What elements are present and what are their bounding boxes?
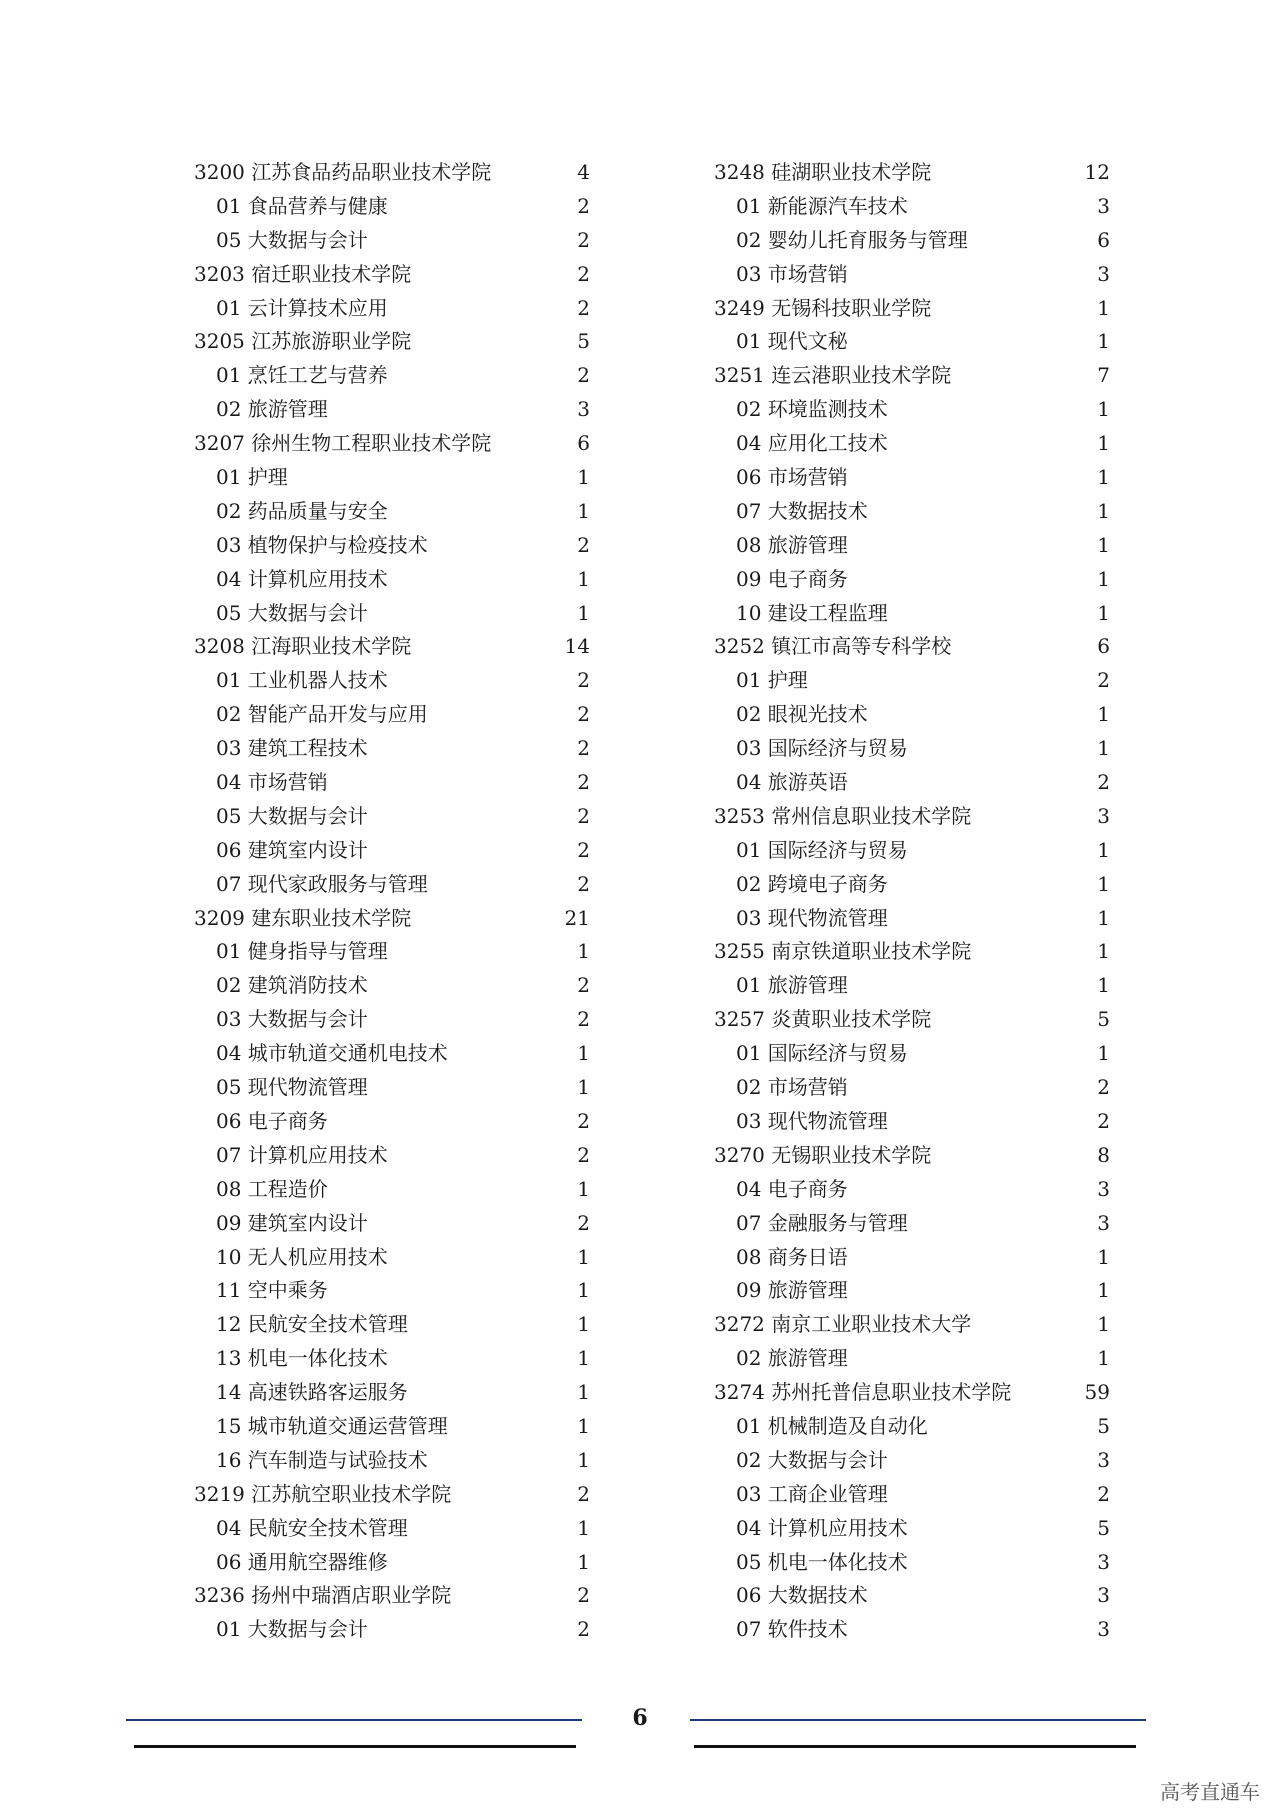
footer-rule-blue-right xyxy=(690,1719,1146,1721)
major-name: 04 电子商务 xyxy=(736,1176,848,1201)
enrollment-count: 2 xyxy=(577,1007,590,1032)
major-name: 07 现代家政服务与管理 xyxy=(216,871,428,896)
major-row xyxy=(194,359,590,393)
school-row xyxy=(194,1478,590,1512)
major-name: 03 市场营销 xyxy=(736,261,848,286)
major-row xyxy=(714,664,1110,698)
enrollment-count: 1 xyxy=(1097,905,1110,930)
enrollment-count: 1 xyxy=(577,1380,590,1405)
major-row xyxy=(714,1410,1110,1444)
enrollment-count: 2 xyxy=(577,363,590,388)
major-name: 02 建筑消防技术 xyxy=(216,973,368,998)
enrollment-count: 1 xyxy=(577,1346,590,1371)
major-name: 04 计算机应用技术 xyxy=(216,566,388,591)
enrollment-count: 3 xyxy=(1097,1176,1110,1201)
enrollment-count: 1 xyxy=(577,1244,590,1269)
major-row xyxy=(194,190,590,224)
major-row xyxy=(714,1613,1110,1647)
school-row xyxy=(714,800,1110,834)
enrollment-count: 2 xyxy=(577,227,590,252)
major-row xyxy=(714,461,1110,495)
major-row xyxy=(714,190,1110,224)
major-name: 01 大数据与会计 xyxy=(216,1617,368,1642)
major-row xyxy=(194,1512,590,1546)
major-name: 02 婴幼儿托育服务与管理 xyxy=(736,227,968,252)
school-name: 3274 苏州托普信息职业技术学院 xyxy=(714,1380,1012,1405)
left-column xyxy=(194,156,590,1647)
enrollment-count: 2 xyxy=(577,1108,590,1133)
major-row xyxy=(194,461,590,495)
major-row xyxy=(714,766,1110,800)
school-row xyxy=(194,902,590,936)
enrollment-count: 6 xyxy=(577,431,590,456)
footer-rule-black-right xyxy=(694,1745,1136,1748)
enrollment-count: 5 xyxy=(1097,1007,1110,1032)
enrollment-count: 21 xyxy=(564,905,590,930)
major-row xyxy=(194,1105,590,1139)
enrollment-count: 2 xyxy=(577,770,590,795)
major-name: 04 市场营销 xyxy=(216,770,328,795)
enrollment-count: 2 xyxy=(577,193,590,218)
major-name: 02 旅游管理 xyxy=(736,1346,848,1371)
school-name: 3236 扬州中瑞酒店职业学院 xyxy=(194,1583,452,1608)
enrollment-count: 14 xyxy=(564,634,590,659)
enrollment-count: 1 xyxy=(1097,939,1110,964)
major-row xyxy=(194,868,590,902)
major-row xyxy=(714,597,1110,631)
major-row xyxy=(194,1376,590,1410)
major-name: 01 健身指导与管理 xyxy=(216,939,388,964)
school-name: 3257 炎黄职业技术学院 xyxy=(714,1007,932,1032)
major-name: 01 护理 xyxy=(216,465,288,490)
enrollment-count: 1 xyxy=(1097,498,1110,523)
enrollment-count: 1 xyxy=(1097,1312,1110,1337)
major-row xyxy=(194,495,590,529)
major-name: 13 机电一体化技术 xyxy=(216,1346,388,1371)
right-column xyxy=(714,156,1110,1647)
major-row xyxy=(194,1207,590,1241)
school-row xyxy=(714,1139,1110,1173)
major-name: 07 大数据技术 xyxy=(736,498,868,523)
school-row xyxy=(714,1376,1110,1410)
major-name: 01 工业机器人技术 xyxy=(216,668,388,693)
enrollment-count: 2 xyxy=(577,1583,590,1608)
major-row xyxy=(714,969,1110,1003)
major-name: 01 机械制造及自动化 xyxy=(736,1413,928,1438)
enrollment-count: 1 xyxy=(577,939,590,964)
school-name: 3209 建东职业技术学院 xyxy=(194,905,412,930)
enrollment-count: 2 xyxy=(577,702,590,727)
enrollment-count: 1 xyxy=(1097,1041,1110,1066)
major-row xyxy=(194,1241,590,1275)
enrollment-count: 3 xyxy=(1097,193,1110,218)
enrollment-count: 2 xyxy=(1097,1108,1110,1133)
enrollment-count: 2 xyxy=(577,1617,590,1642)
school-name: 3253 常州信息职业技术学院 xyxy=(714,803,972,828)
major-row xyxy=(714,495,1110,529)
enrollment-count: 1 xyxy=(577,1447,590,1472)
school-row xyxy=(714,156,1110,190)
major-row xyxy=(714,427,1110,461)
major-name: 07 金融服务与管理 xyxy=(736,1210,908,1235)
school-row xyxy=(194,630,590,664)
enrollment-count: 1 xyxy=(1097,397,1110,422)
major-row xyxy=(194,1003,590,1037)
major-name: 09 建筑室内设计 xyxy=(216,1210,368,1235)
major-row xyxy=(194,969,590,1003)
enrollment-count: 2 xyxy=(577,261,590,286)
enrollment-count: 1 xyxy=(1097,465,1110,490)
school-row xyxy=(194,1579,590,1613)
major-row xyxy=(714,529,1110,563)
major-row xyxy=(714,732,1110,766)
enrollment-count: 2 xyxy=(577,837,590,862)
enrollment-count: 3 xyxy=(1097,1210,1110,1235)
major-row xyxy=(714,868,1110,902)
major-row xyxy=(194,224,590,258)
major-row xyxy=(194,1546,590,1580)
enrollment-count: 1 xyxy=(1097,431,1110,456)
major-name: 03 国际经济与贸易 xyxy=(736,736,908,761)
major-row xyxy=(714,393,1110,427)
major-name: 01 云计算技术应用 xyxy=(216,295,388,320)
major-row xyxy=(194,1173,590,1207)
major-row xyxy=(194,1410,590,1444)
enrollment-count: 1 xyxy=(577,1176,590,1201)
major-name: 04 旅游英语 xyxy=(736,770,848,795)
enrollment-count: 1 xyxy=(1097,532,1110,557)
school-row xyxy=(714,359,1110,393)
major-name: 05 现代物流管理 xyxy=(216,1075,368,1100)
enrollment-count: 2 xyxy=(1097,668,1110,693)
enrollment-count: 1 xyxy=(1097,1278,1110,1303)
school-name: 3208 江海职业技术学院 xyxy=(194,634,412,659)
major-row xyxy=(194,563,590,597)
major-name: 14 高速铁路客运服务 xyxy=(216,1380,408,1405)
major-row xyxy=(194,834,590,868)
enrollment-count: 2 xyxy=(577,295,590,320)
school-row xyxy=(714,935,1110,969)
major-name: 10 建设工程监理 xyxy=(736,600,888,625)
major-row xyxy=(714,834,1110,868)
major-row xyxy=(714,1546,1110,1580)
school-name: 3252 镇江市高等专科学校 xyxy=(714,634,952,659)
footer-rule-blue-left xyxy=(126,1719,582,1721)
school-name: 3205 江苏旅游职业学院 xyxy=(194,329,412,354)
major-name: 10 无人机应用技术 xyxy=(216,1244,388,1269)
major-name: 02 大数据与会计 xyxy=(736,1447,888,1472)
school-name: 3249 无锡科技职业学院 xyxy=(714,295,932,320)
major-name: 03 建筑工程技术 xyxy=(216,736,368,761)
enrollment-count: 5 xyxy=(1097,1413,1110,1438)
enrollment-count: 2 xyxy=(577,668,590,693)
enrollment-count: 2 xyxy=(577,973,590,998)
enrollment-count: 6 xyxy=(1097,634,1110,659)
school-name: 3219 江苏航空职业技术学院 xyxy=(194,1481,452,1506)
school-row xyxy=(194,427,590,461)
enrollment-count: 1 xyxy=(577,1041,590,1066)
major-row xyxy=(194,732,590,766)
major-row xyxy=(714,698,1110,732)
major-name: 03 现代物流管理 xyxy=(736,1108,888,1133)
major-row xyxy=(194,1342,590,1376)
enrollment-count: 2 xyxy=(577,871,590,896)
school-row xyxy=(194,325,590,359)
major-name: 04 城市轨道交通机电技术 xyxy=(216,1041,448,1066)
enrollment-count: 1 xyxy=(1097,1244,1110,1269)
enrollment-count: 3 xyxy=(1097,261,1110,286)
enrollment-count: 1 xyxy=(1097,837,1110,862)
enrollment-count: 2 xyxy=(577,736,590,761)
major-row xyxy=(714,1274,1110,1308)
enrollment-count: 1 xyxy=(1097,295,1110,320)
enrollment-count: 1 xyxy=(577,498,590,523)
major-name: 09 电子商务 xyxy=(736,566,848,591)
major-row xyxy=(714,325,1110,359)
major-name: 01 食品营养与健康 xyxy=(216,193,388,218)
enrollment-count: 5 xyxy=(577,329,590,354)
major-row xyxy=(714,1478,1110,1512)
major-name: 02 旅游管理 xyxy=(216,397,328,422)
major-name: 02 药品质量与安全 xyxy=(216,498,388,523)
major-name: 08 商务日语 xyxy=(736,1244,848,1269)
enrollment-count: 3 xyxy=(577,397,590,422)
enrollment-count: 2 xyxy=(1097,1481,1110,1506)
major-row xyxy=(194,1613,590,1647)
major-name: 01 烹饪工艺与营养 xyxy=(216,363,388,388)
school-name: 3270 无锡职业技术学院 xyxy=(714,1142,932,1167)
school-name: 3203 宿迁职业技术学院 xyxy=(194,261,412,286)
enrollment-count: 1 xyxy=(577,1278,590,1303)
major-name: 05 大数据与会计 xyxy=(216,227,368,252)
school-name: 3272 南京工业职业技术大学 xyxy=(714,1312,972,1337)
enrollment-count: 3 xyxy=(1097,803,1110,828)
major-name: 09 旅游管理 xyxy=(736,1278,848,1303)
enrollment-count: 1 xyxy=(577,1549,590,1574)
enrollment-count: 6 xyxy=(1097,227,1110,252)
major-row xyxy=(714,1512,1110,1546)
enrollment-count: 1 xyxy=(577,465,590,490)
enrollment-count: 1 xyxy=(577,600,590,625)
major-row xyxy=(194,529,590,563)
major-row xyxy=(714,224,1110,258)
major-name: 06 大数据技术 xyxy=(736,1583,868,1608)
enrollment-count: 2 xyxy=(577,803,590,828)
major-name: 03 大数据与会计 xyxy=(216,1007,368,1032)
enrollment-count: 8 xyxy=(1097,1142,1110,1167)
major-row xyxy=(714,1037,1110,1071)
enrollment-count: 1 xyxy=(577,1312,590,1337)
major-name: 06 通用航空器维修 xyxy=(216,1549,388,1574)
major-row xyxy=(194,1139,590,1173)
major-name: 04 民航安全技术管理 xyxy=(216,1515,408,1540)
school-name: 3200 江苏食品药品职业技术学院 xyxy=(194,160,492,184)
enrollment-count: 3 xyxy=(1097,1617,1110,1642)
major-name: 05 大数据与会计 xyxy=(216,803,368,828)
major-row xyxy=(194,800,590,834)
enrollment-count: 3 xyxy=(1097,1583,1110,1608)
major-row xyxy=(714,1241,1110,1275)
major-name: 01 国际经济与贸易 xyxy=(736,1041,908,1066)
major-name: 15 城市轨道交通运营管理 xyxy=(216,1413,448,1438)
school-name: 3207 徐州生物工程职业技术学院 xyxy=(194,431,492,456)
major-row xyxy=(714,1579,1110,1613)
enrollment-count: 1 xyxy=(577,1413,590,1438)
major-row xyxy=(194,935,590,969)
major-row xyxy=(194,1037,590,1071)
school-row xyxy=(194,258,590,292)
major-row xyxy=(194,766,590,800)
major-row xyxy=(194,1274,590,1308)
enrollment-count: 2 xyxy=(577,1210,590,1235)
enrollment-count: 1 xyxy=(1097,329,1110,354)
enrollment-count: 3 xyxy=(1097,1447,1110,1472)
major-name: 02 眼视光技术 xyxy=(736,702,868,727)
enrollment-count: 2 xyxy=(577,1142,590,1167)
enrollment-count: 3 xyxy=(1097,1549,1110,1574)
enrollment-count: 1 xyxy=(1097,600,1110,625)
enrollment-count: 1 xyxy=(1097,973,1110,998)
major-name: 02 智能产品开发与应用 xyxy=(216,702,428,727)
major-name: 03 工商企业管理 xyxy=(736,1481,888,1506)
major-row xyxy=(194,1308,590,1342)
school-row xyxy=(714,1003,1110,1037)
major-name: 11 空中乘务 xyxy=(216,1278,328,1303)
enrollment-count: 1 xyxy=(1097,702,1110,727)
major-row xyxy=(194,597,590,631)
major-row xyxy=(194,698,590,732)
school-row xyxy=(714,292,1110,326)
enrollment-count: 1 xyxy=(1097,566,1110,591)
major-name: 01 旅游管理 xyxy=(736,973,848,998)
major-name: 03 现代物流管理 xyxy=(736,905,888,930)
watermark-text: 高考直通车 xyxy=(1160,1780,1260,1804)
major-row xyxy=(714,563,1110,597)
major-name: 02 跨境电子商务 xyxy=(736,871,888,896)
major-name: 01 新能源汽车技术 xyxy=(736,193,908,218)
enrollment-count: 5 xyxy=(1097,1515,1110,1540)
enrollment-count: 1 xyxy=(1097,736,1110,761)
major-row xyxy=(714,258,1110,292)
page-number: 6 xyxy=(632,1705,648,1731)
school-row xyxy=(714,1308,1110,1342)
enrollment-count: 1 xyxy=(577,566,590,591)
major-row xyxy=(714,1071,1110,1105)
school-name: 3251 连云港职业技术学院 xyxy=(714,363,952,388)
major-name: 16 汽车制造与试验技术 xyxy=(216,1447,428,1472)
enrollment-count: 4 xyxy=(577,160,590,184)
major-row xyxy=(714,1444,1110,1478)
major-row xyxy=(194,292,590,326)
major-name: 06 市场营销 xyxy=(736,465,848,490)
major-name: 06 电子商务 xyxy=(216,1108,328,1133)
enrollment-count: 1 xyxy=(577,1515,590,1540)
major-name: 08 旅游管理 xyxy=(736,532,848,557)
major-row xyxy=(714,1105,1110,1139)
enrollment-count: 1 xyxy=(577,1075,590,1100)
footer-rule-black-left xyxy=(134,1745,576,1748)
enrollment-count: 12 xyxy=(1084,160,1110,184)
enrollment-count: 2 xyxy=(1097,1075,1110,1100)
enrollment-count: 59 xyxy=(1084,1380,1110,1405)
enrollment-count: 1 xyxy=(1097,1346,1110,1371)
major-name: 03 植物保护与检疫技术 xyxy=(216,532,428,557)
enrollment-count: 2 xyxy=(1097,770,1110,795)
major-row xyxy=(194,393,590,427)
school-row xyxy=(714,630,1110,664)
school-row xyxy=(194,156,590,190)
major-name: 01 国际经济与贸易 xyxy=(736,837,908,862)
major-row xyxy=(714,1173,1110,1207)
major-name: 04 应用化工技术 xyxy=(736,431,888,456)
enrollment-count: 1 xyxy=(1097,871,1110,896)
major-row xyxy=(714,1342,1110,1376)
major-row xyxy=(194,664,590,698)
major-name: 02 市场营销 xyxy=(736,1075,848,1100)
major-row xyxy=(194,1444,590,1478)
major-name: 05 机电一体化技术 xyxy=(736,1549,908,1574)
major-name: 12 民航安全技术管理 xyxy=(216,1312,408,1337)
major-row xyxy=(194,1071,590,1105)
major-name: 08 工程造价 xyxy=(216,1176,328,1201)
major-name: 06 建筑室内设计 xyxy=(216,837,368,862)
major-name: 01 现代文秘 xyxy=(736,329,848,354)
enrollment-count: 2 xyxy=(577,532,590,557)
major-row xyxy=(714,902,1110,936)
major-name: 02 环境监测技术 xyxy=(736,397,888,422)
major-name: 01 护理 xyxy=(736,668,808,693)
major-row xyxy=(714,1207,1110,1241)
major-name: 05 大数据与会计 xyxy=(216,600,368,625)
major-name: 04 计算机应用技术 xyxy=(736,1515,908,1540)
school-name: 3248 硅湖职业技术学院 xyxy=(714,160,932,184)
major-name: 07 软件技术 xyxy=(736,1617,848,1642)
school-name: 3255 南京铁道职业技术学院 xyxy=(714,939,972,964)
major-name: 07 计算机应用技术 xyxy=(216,1142,388,1167)
enrollment-count: 2 xyxy=(577,1481,590,1506)
enrollment-count: 7 xyxy=(1097,363,1110,388)
